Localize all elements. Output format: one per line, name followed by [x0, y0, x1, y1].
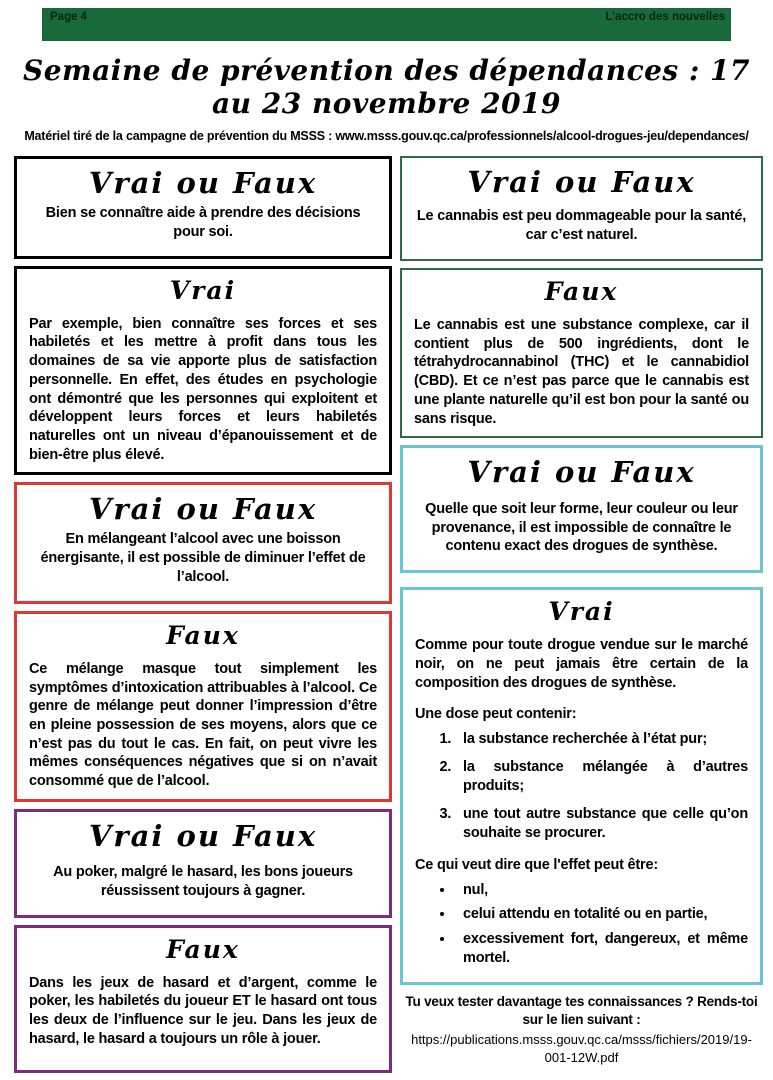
answer-box-cannabis — [400, 268, 763, 438]
box-statement: Bien se connaître aide à prendre des décisions pour soi. — [45, 205, 361, 240]
column-right — [400, 156, 763, 1066]
subtitle-label: Matériel tiré de la campagne de prévention du MSSS : — [24, 129, 333, 143]
answer-heading: Vrai — [548, 597, 615, 627]
box-heading: Vrai ou Faux — [467, 165, 696, 199]
box-statement: En mélangeant l’alcool avec une boisson énergisante, il est possible de diminuer l’effet de l’alcool. — [40, 531, 366, 585]
box-statement: Au poker, malgré le hasard, les bons joueurs réussissent toujours à gagner. — [53, 864, 353, 899]
page-number: Page 4 — [50, 11, 88, 23]
vrai-ou-faux-box-poker — [14, 809, 392, 918]
dose-contents-list — [415, 730, 748, 842]
answer-heading: Vrai — [169, 275, 237, 305]
list-item: 1. la substance recherchée à l’état pur; — [455, 730, 748, 749]
vrai-ou-faux-box-synthetic-drugs — [400, 445, 763, 573]
answer-box-poker — [14, 925, 392, 1073]
page-title: Semaine de prévention des dépendances : 17 au 23 novembre 2019 — [23, 54, 750, 120]
answer-body: Par exemple, bien connaître ses forces et ses habiletés et les mettre à profit dans tous les domaines de sa vie apporte plus de satisfaction personnelle. En effet, des études en psychologie ont démontré que les personnes qui exploitent et développent leurs forces et leurs habiletés naturelles ont un niveau d’épanouissement et de bien-être plus élevé. — [29, 315, 377, 463]
answer-body: Le cannabis est une substance complexe, car il contient plus de 500 ingrédients, dont le tétrahydrocannabinol (THC) et le cannabidiol (CBD). Et ce n’est pas parce que le cannabis est une plante naturelle qu’il est bon pour la santé ou sans risque. — [414, 317, 749, 427]
answer-body: Dans les jeux de hasard et d’argent, comme le poker, les habiletés du joueur ET le hasard ont tous les deux de l’influence sur le jeu. Dans les jeux de hasard, le hasard a toujours un rôle à jouer. — [29, 974, 377, 1047]
list-item: • celui attendu en totalité ou en partie, — [455, 905, 748, 924]
content-columns — [0, 143, 773, 1080]
list-item: 2. la substance mélangée à d’autres produits; — [455, 758, 748, 796]
box-heading: Vrai ou Faux — [88, 818, 318, 853]
box-heading: Vrai ou Faux — [467, 455, 696, 490]
vrai-ou-faux-box-self-knowledge — [14, 156, 392, 259]
vrai-ou-faux-box-alcohol-energy-drink — [14, 482, 392, 604]
answer-heading: Faux — [166, 934, 240, 964]
header-bar — [42, 8, 731, 41]
list-item: • nul, — [455, 881, 748, 900]
answer-body: Ce mélange masque tout simplement les symptômes d’intoxication attribuables à l’alcool. Ce genre de mélange peut donner l’impression d’être en pleine possession de ses moyens, alors que ce n’est pas du tout le cas. En fait, on peut vivre les mêmes conséquences négatives que si on n’avait consommé que de l’alcool. — [29, 660, 377, 790]
box-heading: Vrai ou Faux — [88, 166, 318, 200]
footer-prompt: Tu veux tester davantage tes connaissances ? Rends-toi sur le lien suivant : — [405, 993, 758, 1028]
effect-list-title: Ce qui veut dire que l'effet peut être: — [415, 856, 658, 873]
subtitle-url[interactable]: www.msss.gouv.qc.ca/professionnels/alcool-drogues-jeu/dependances/ — [335, 129, 749, 143]
effect-list — [415, 881, 748, 968]
box-statement: Le cannabis est peu dommageable pour la santé, car c’est naturel. — [416, 208, 747, 244]
answer-box-alcohol-energy-drink — [14, 611, 392, 802]
answer-box-self-knowledge — [14, 266, 392, 476]
footer-url[interactable]: https://publications.msss.gouv.qc.ca/msss/fichiers/2019/19-001-12W.pdf — [411, 1032, 752, 1065]
answer-intro: Comme pour toute drogue vendue sur le marché noir, on ne peut jamais être certain de la composition des drogues de synthèse. — [415, 637, 748, 691]
list-item: • excessivement fort, dangereux, et même mortel. — [455, 930, 748, 968]
page-subtitle — [0, 129, 773, 143]
answer-heading: Faux — [166, 620, 240, 650]
box-statement: Quelle que soit leur forme, leur couleur ou leur provenance, il est impossible de connaître le contenu exact des drogues de synthèse. — [425, 500, 738, 555]
list-item: 3. une tout autre substance que celle qu’on souhaite se procurer. — [455, 805, 748, 843]
newsletter-title: L’accro des nouvelles — [605, 11, 725, 23]
column-left — [14, 156, 392, 1080]
vrai-ou-faux-box-cannabis — [400, 156, 763, 261]
box-heading: Vrai ou Faux — [88, 492, 318, 527]
answer-heading: Faux — [544, 277, 619, 306]
answer-box-synthetic-drugs — [400, 587, 763, 985]
footer-link-block — [400, 993, 763, 1067]
dose-list-title: Une dose peut contenir: — [415, 706, 577, 723]
